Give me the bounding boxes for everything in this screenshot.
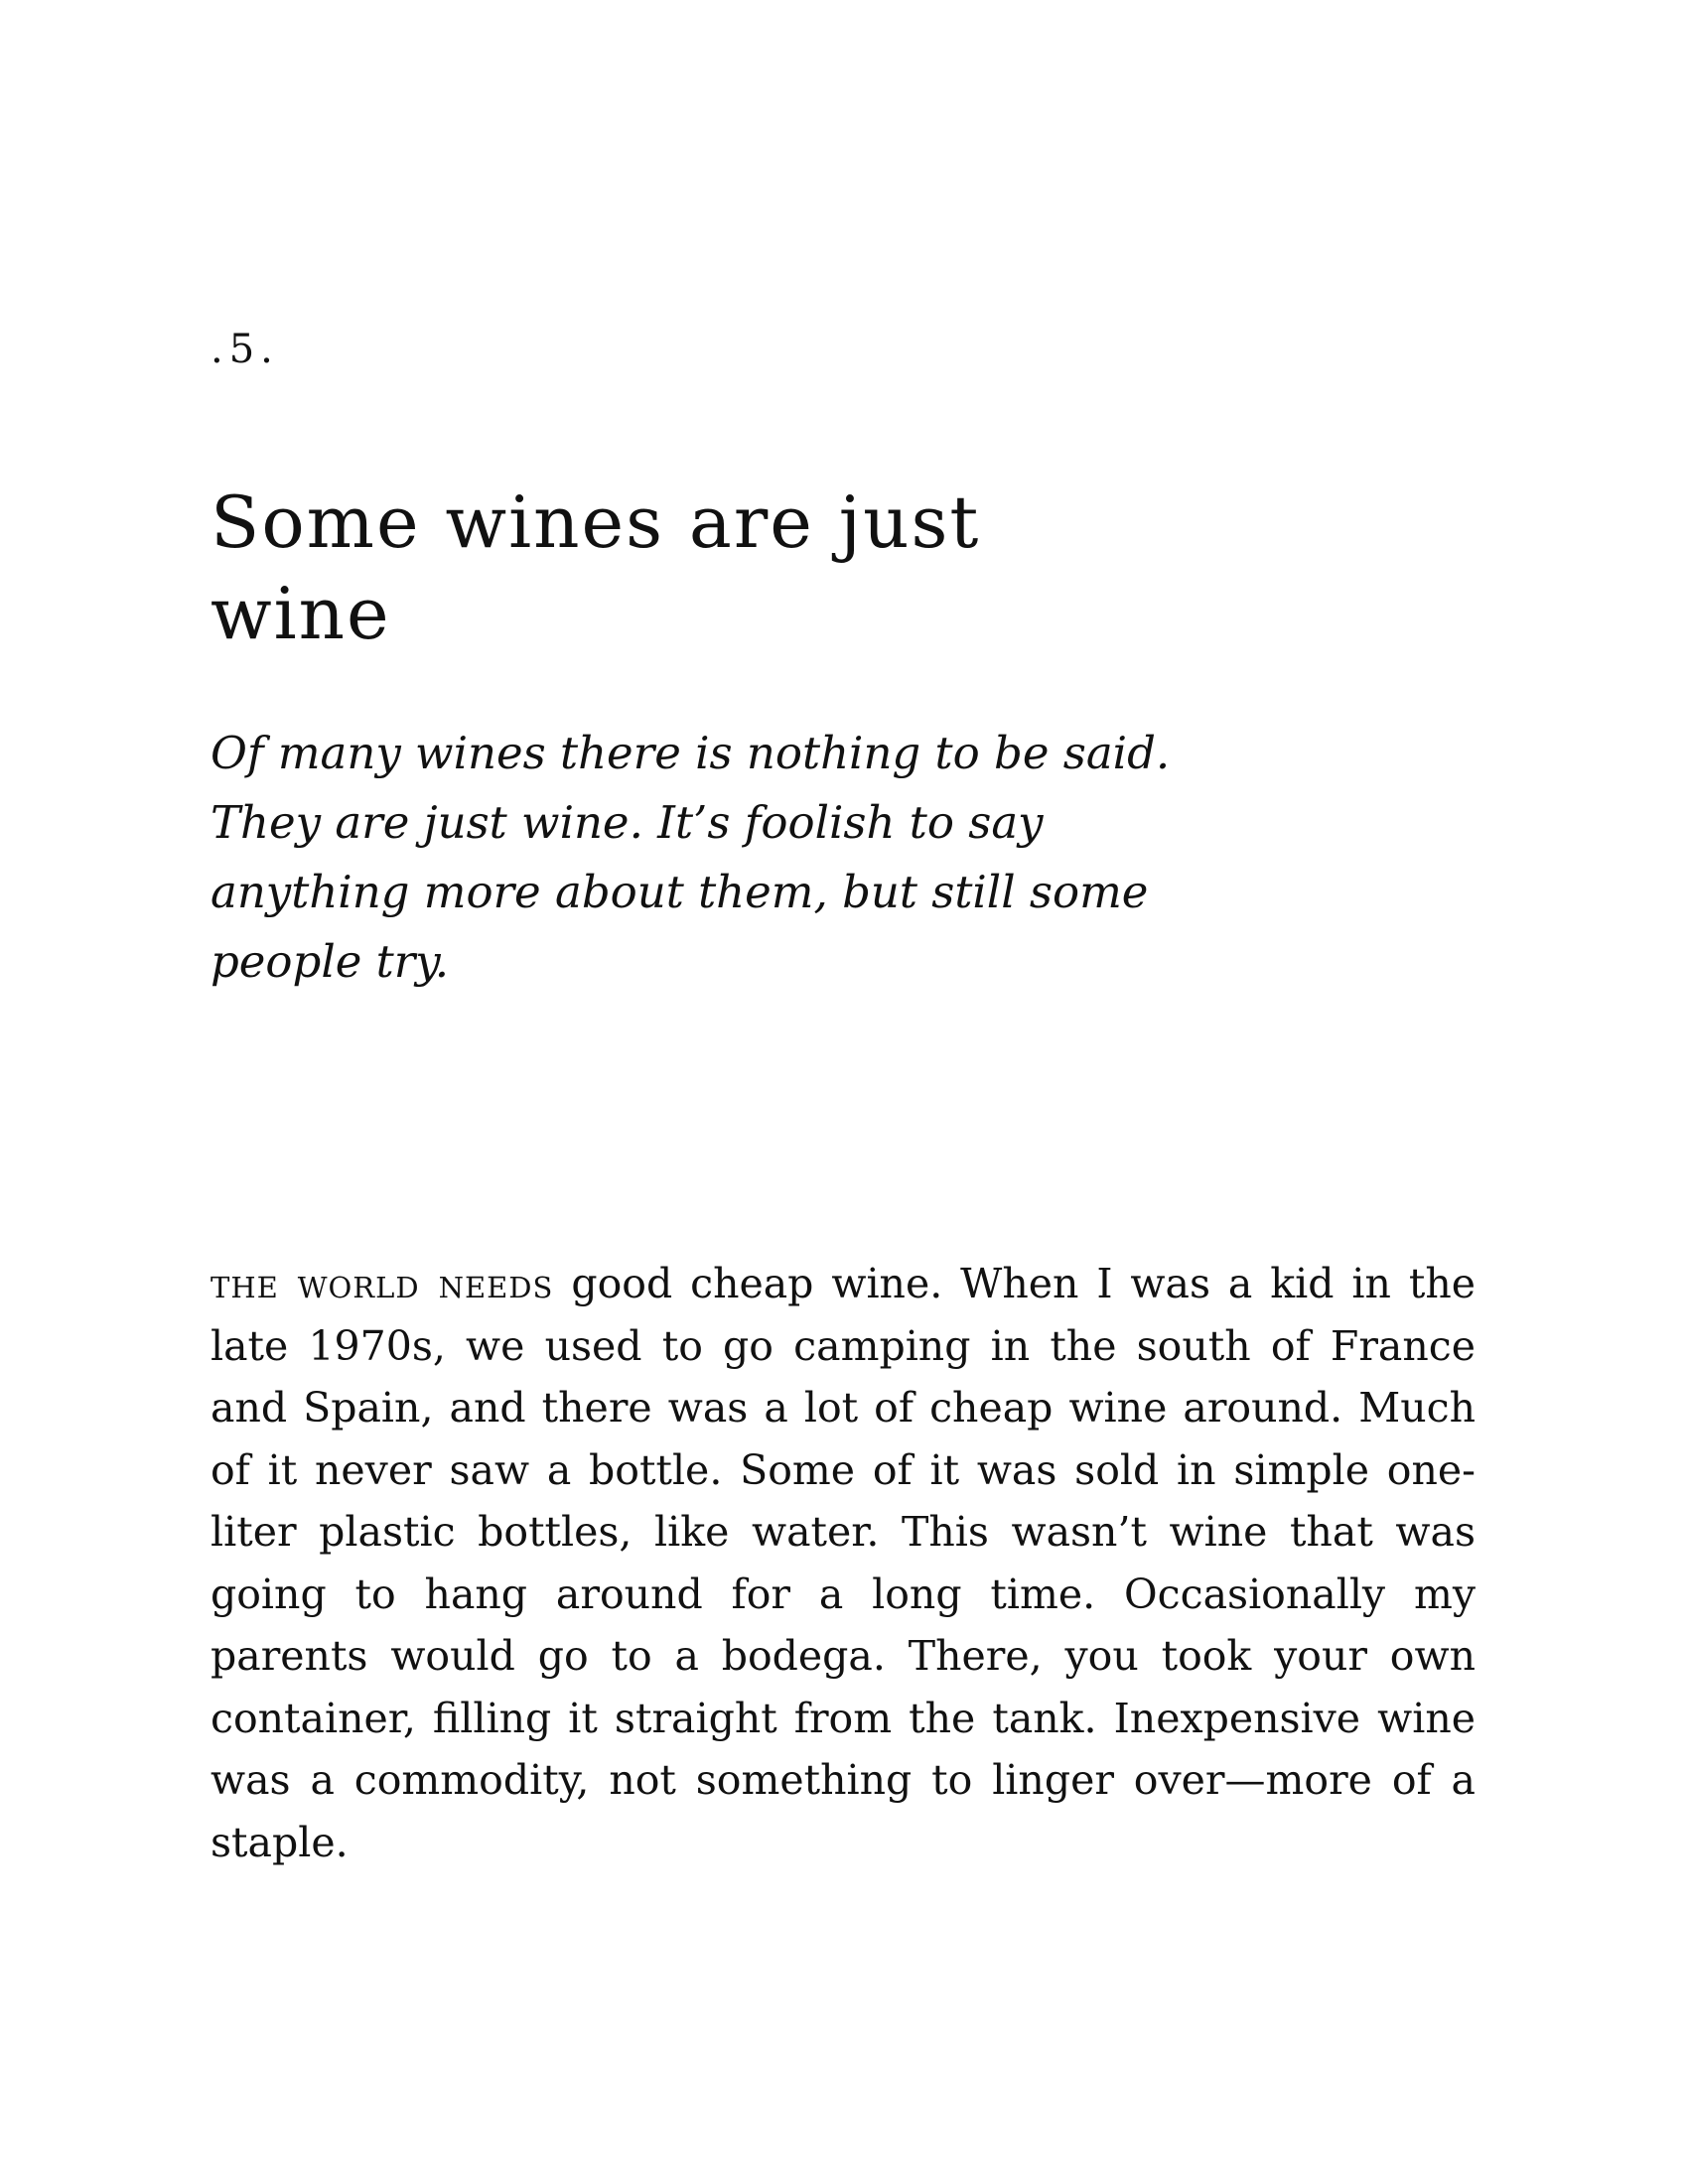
paragraph-lead-in: the world needs (211, 1260, 554, 1307)
chapter-number: .5. (211, 327, 279, 372)
paragraph-text: good cheap wine. When I was a kid in the late 1970s, we used to go camping in the south of France and Spain, and there was a lot of cheap wine around. Much of it never saw a bottle. Some of it was sold in simple one-liter plastic bottles, like water. This wasn’t wine that was going to hang around for a long time. Occasionally my parents would go to a bodega. There, you took your own container, filling it straight from the tank. Inexpensive wine was a commodity, not something to linger over—more of a staple. (211, 1260, 1477, 1866)
body-paragraph (211, 1253, 1476, 1873)
chapter-title: Some wines are just wine (211, 480, 981, 655)
chapter-epigraph: Of many wines there is nothing to be said. They are just wine. It’s foolish to say anything more about them, but still some people try. (211, 727, 1171, 988)
